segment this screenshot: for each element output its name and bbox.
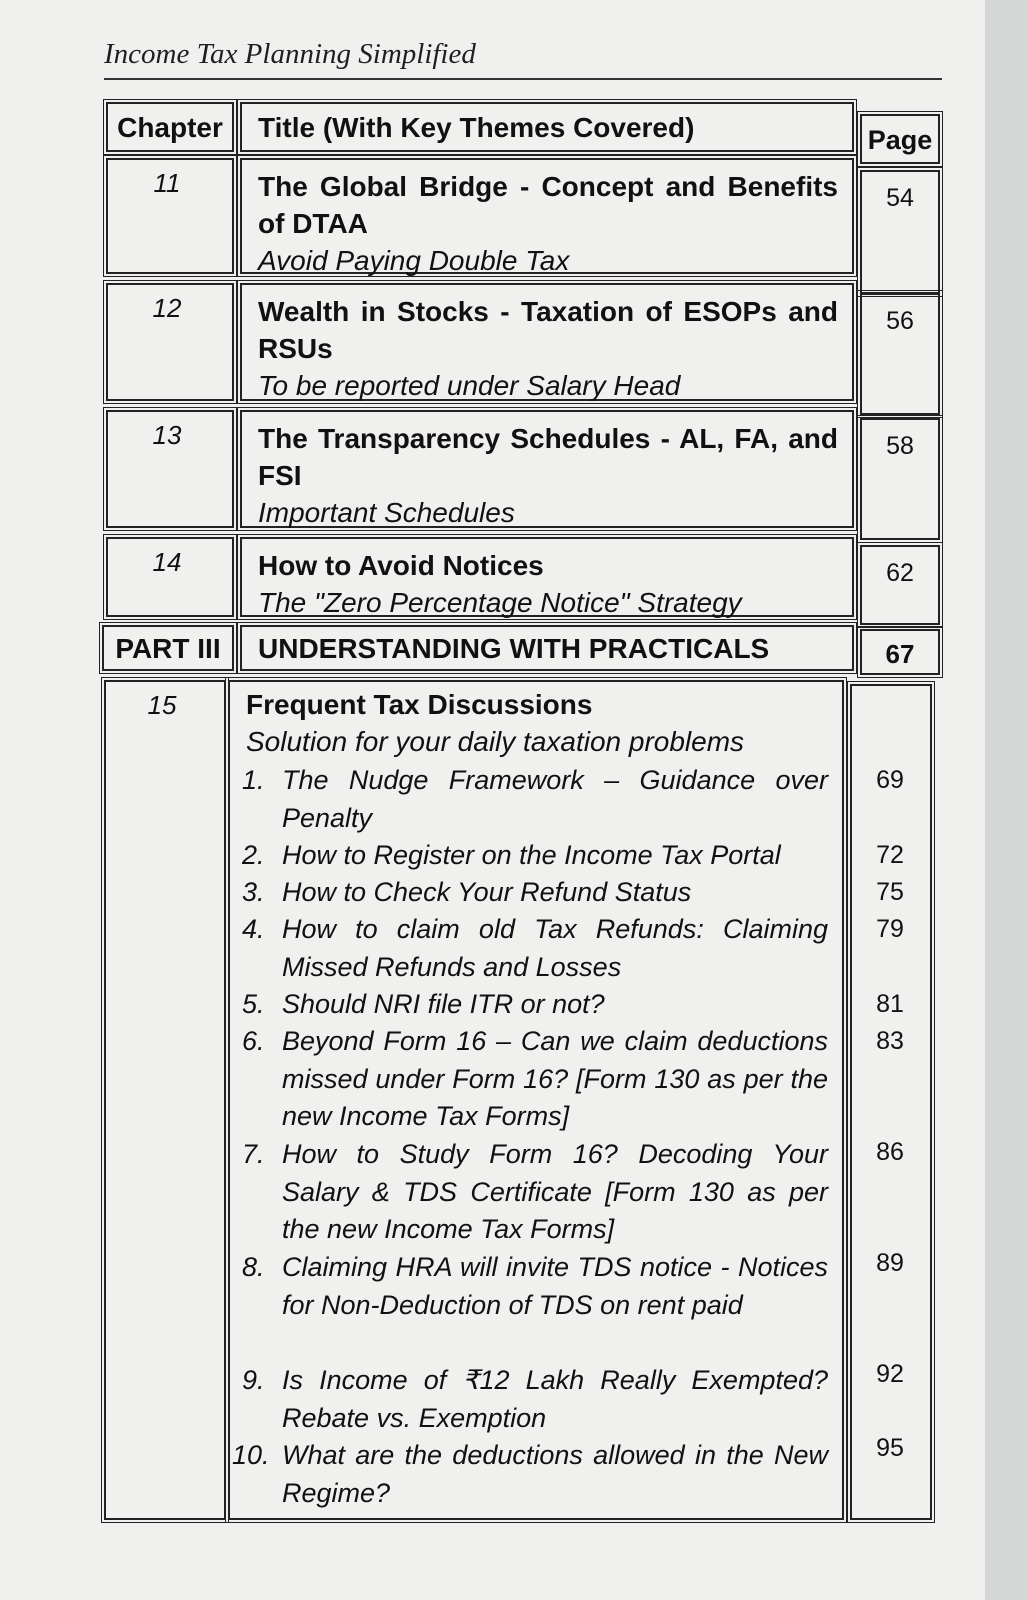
list-item: 9. Is Income of ₹12 Lakh Really Exempted? Rebate vs. Exemption: [242, 1365, 828, 1433]
chapter-title-cell: [228, 680, 844, 1520]
item-page: 79: [876, 915, 904, 943]
chapter-page: 62: [860, 545, 940, 625]
item-page: 72: [876, 841, 904, 869]
list-item: 7. How to Study Form 16? Decoding Your Salary & TDS Certificate [Form 130 as per the new Income Tax Forms]: [242, 1139, 828, 1244]
chapter-number: 12: [106, 283, 234, 401]
page-column: [850, 684, 932, 1520]
item-page: 83: [876, 1027, 904, 1055]
chapter-title-cell: [240, 537, 854, 617]
list-item: 6. Beyond Form 16 – Can we claim deductions missed under Form 16? [Form 130 as per the new Income Tax Forms]: [242, 1026, 828, 1131]
chapter-title-cell: [240, 410, 854, 528]
chapter-page: 56: [860, 293, 940, 415]
chapter-title-cell: [240, 158, 854, 274]
part-title: UNDERSTANDING WITH PRACTICALS: [240, 625, 854, 671]
title-header: Title (With Key Themes Covered): [240, 102, 854, 152]
item-page: 95: [876, 1434, 904, 1462]
part-label: PART III: [102, 625, 234, 671]
list-item: 3. How to Check Your Refund Status: [242, 877, 692, 907]
chapter-header: Chapter: [106, 102, 234, 152]
chapter-title: How to Avoid Notices: [258, 550, 544, 581]
item-page: 69: [876, 766, 904, 794]
chapter-title: Wealth in Stocks - Taxation of ESOPs and RSUs: [258, 296, 838, 364]
chapter-subtitle: The "Zero Percentage Notice" Strategy: [258, 587, 742, 618]
item-page: 92: [876, 1360, 904, 1388]
running-head: Income Tax Planning Simplified: [104, 38, 476, 70]
item-page: 81: [876, 990, 904, 1018]
list-item: 1. The Nudge Framework – Guidance over Penalty: [242, 765, 828, 833]
chapter-page: 54: [860, 170, 940, 294]
list-item: 8. Claiming HRA will invite TDS notice - Notices for Non-Deduction of TDS on rent paid: [242, 1252, 828, 1320]
chapter-number: 11: [106, 158, 234, 274]
page-header: Page: [860, 114, 940, 164]
chapter-title: The Global Bridge - Concept and Benefits of DTAA: [258, 171, 838, 239]
chapter-title: Frequent Tax Discussions: [246, 689, 593, 720]
chapter-number: 15: [104, 680, 226, 1520]
item-page: 89: [876, 1249, 904, 1277]
part-page: 67: [860, 629, 940, 675]
list-item: 10. What are the deductions allowed in the New Regime?: [232, 1440, 828, 1508]
item-page: 86: [876, 1138, 904, 1166]
chapter-number: 14: [106, 537, 234, 617]
chapter-subtitle: To be reported under Salary Head: [258, 370, 681, 401]
list-item: 5. Should NRI file ITR or not?: [242, 989, 605, 1019]
item-page: 75: [876, 878, 904, 906]
chapter-number: 13: [106, 410, 234, 528]
list-item: 4. How to claim old Tax Refunds: Claiming Missed Refunds and Losses: [242, 914, 828, 982]
page-edge: [985, 0, 1028, 1600]
chapter-subtitle: Avoid Paying Double Tax: [258, 245, 570, 276]
header-rule: [104, 78, 942, 80]
chapter-subtitle: Solution for your daily taxation problems: [246, 726, 745, 757]
list-item: 2. How to Register on the Income Tax Portal: [242, 840, 781, 870]
chapter-title: The Transparency Schedules - AL, FA, and FSI: [258, 423, 838, 491]
chapter-page: 58: [860, 418, 940, 540]
chapter-subtitle: Important Schedules: [258, 497, 515, 528]
chapter-title-cell: [240, 283, 854, 401]
